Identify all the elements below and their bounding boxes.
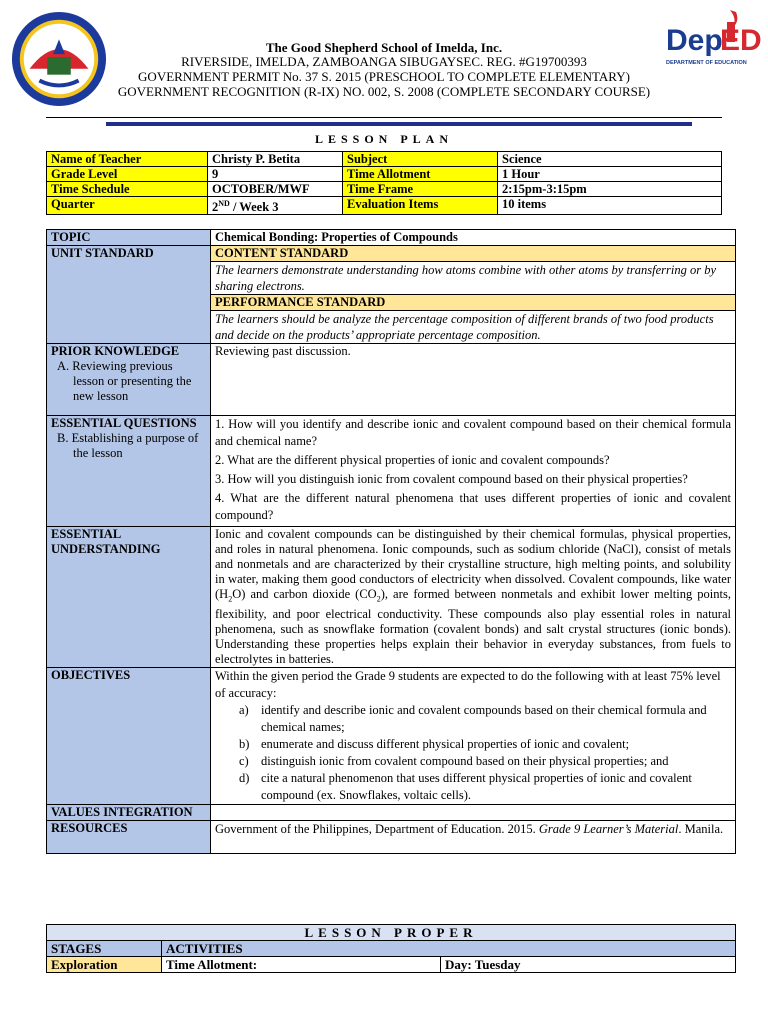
time-allotment-label: Time Allotment:	[162, 957, 441, 973]
question-item: 3. How will you distinguish ionic from covalent compound based on their physical properties?	[215, 472, 688, 486]
values-integration-text	[211, 804, 736, 820]
subject-label: Subject	[343, 152, 498, 167]
objectives-label: OBJECTIVES	[47, 667, 211, 804]
school-address: RIVERSIDE, IMELDA, ZAMBOANGA SIBUGAYSEC. REG. #G19700393	[181, 54, 587, 69]
resources-text: Government of the Philippines, Department of Education. 2015. Grade 9 Learner’s Material. Manila.	[211, 820, 736, 853]
lesson-plan-title: LESSON PLAN	[314, 132, 454, 146]
activities-label: ACTIVITIES	[162, 941, 736, 957]
question-item: 1. How will you identify and describe ionic and covalent compound based on their chemical formula and chemical name?	[215, 417, 731, 448]
exploration-stage: Exploration	[47, 957, 162, 973]
time-frame-label: Time Frame	[343, 182, 498, 197]
lesson-proper-title: LESSON PROPER	[47, 925, 736, 941]
evaluation-value: 10 items	[498, 197, 722, 215]
teacher-label: Name of Teacher	[47, 152, 208, 167]
quarter-label: Quarter	[47, 197, 208, 215]
essential-understanding-text: Ionic and covalent compounds can be distinguished by their chemical formulas, physical properties, and roles in natural phenomena. Ionic compounds, such as sodium chloride (NaCl), consist of metals and nonmetals and are characterized by their crystalline structure, high melting points, and solubility in water, making them good conductors of electricity when dissolved. Covalent compounds, like water $(H_2O)$ and carbon dioxide $(CO_2)$, are formed between nonmetals and exhibit lower melting points, flexibility, and poor electrical conductivity. These compounds also play essential roles in natural phenomena, such as snowflake formation (covalent bonds) and salt crystal structures (ionic bonds). Understanding these properties helps explain their behavior in everyday substances, from fuels to electrolytes in batteries.	[211, 527, 736, 668]
svg-text:ED: ED	[720, 24, 762, 57]
performance-standard-label: PERFORMANCE STANDARD	[211, 295, 736, 311]
question-item: 4. What are the different natural phenomena that uses different properties of ionic and covalent compound?	[215, 491, 731, 522]
grade-value: 9	[208, 167, 343, 182]
topic-label: TOPIC	[47, 230, 211, 246]
svg-text:Dep: Dep	[666, 24, 723, 57]
day-label: Day: Tuesday	[441, 957, 736, 973]
objectives-intro: Within the given period the Grade 9 students are expected to do the following with at least 75% level of accuracy:	[215, 668, 721, 700]
teacher-value: Christy P. Betita	[208, 152, 343, 167]
header-divider	[46, 117, 722, 118]
unit-standard-label: UNIT STANDARD	[47, 246, 211, 344]
resources-label: RESOURCES	[47, 820, 211, 853]
svg-text:DEPARTMENT OF EDUCATION: DEPARTMENT OF EDUCATION	[666, 60, 747, 66]
content-standard-label: CONTENT STANDARD	[211, 246, 736, 262]
time-frame-value: 2:15pm-3:15pm	[498, 182, 722, 197]
schedule-label: Time Schedule	[47, 182, 208, 197]
topic-value: Chemical Bonding: Properties of Compounds	[211, 230, 736, 246]
allotment-label: Time Allotment	[343, 167, 498, 182]
grade-label: Grade Level	[47, 167, 208, 182]
objective-item: b) enumerate and discuss different physical properties of ionic and covalent;	[239, 736, 630, 751]
performance-standard-text: The learners should be analyze the percentage composition of different brands of two food products and decide on the products’ appropriate percentage composition.	[211, 311, 736, 344]
school-name: The Good Shepherd School of Imelda, Inc.	[265, 40, 503, 55]
objectives-list	[215, 702, 731, 804]
prior-knowledge-sub: A. Reviewing previous lesson or presenting the new lesson	[57, 359, 192, 403]
government-permit: GOVERNMENT PERMIT No. 37 S. 2015 (PRESCHOOL TO COMPLETE ELEMENTARY)	[138, 69, 630, 84]
objective-item: c) distinguish ionic from covalent compound based on their physical properties; and	[239, 753, 669, 768]
objective-item: d) cite a natural phenomenon that uses different physical properties of ionic and covalent compound (ex. Snowflakes, voltaic cells).	[239, 770, 692, 802]
essential-questions-list	[211, 416, 736, 527]
allotment-value: 1 Hour	[498, 167, 722, 182]
schedule-value: OCTOBER/MWF	[208, 182, 343, 197]
values-integration-label: VALUES INTEGRATION	[47, 804, 211, 820]
objectives-cell	[211, 667, 736, 804]
subject-value: Science	[498, 152, 722, 167]
lesson-plan-table	[46, 229, 736, 854]
teacher-info-table	[46, 151, 722, 215]
quarter-value: 2ND / Week 3	[208, 197, 343, 215]
essential-questions-sub: B. Establishing a purpose of the lesson	[57, 431, 199, 460]
government-recognition: GOVERNMENT RECOGNITION (R-IX) NO. 002, S. 2008 (COMPLETE SECONDARY COURSE)	[117, 84, 651, 99]
essential-understanding-label: ESSENTIAL UNDERSTANDING	[47, 527, 211, 668]
question-item: 2. What are the different physical properties of ionic and covalent compounds?	[215, 453, 610, 467]
stages-label: STAGES	[47, 941, 162, 957]
objective-item: a) identify and describe ionic and covalent compounds based on their chemical formula and chemical names;	[239, 702, 707, 734]
header-blue-rule	[106, 122, 692, 126]
lesson-proper-table	[46, 924, 736, 973]
essential-questions-label: ESSENTIAL QUESTIONS	[51, 416, 197, 430]
prior-knowledge-cell	[47, 344, 211, 416]
prior-knowledge-label: PRIOR KNOWLEDGE	[51, 344, 180, 358]
prior-knowledge-text: Reviewing past discussion.	[211, 344, 736, 416]
content-standard-text: The learners demonstrate understanding how atoms combine with other atoms by transferring or by sharing electrons.	[211, 262, 736, 295]
essential-questions-cell	[47, 416, 211, 527]
evaluation-label: Evaluation Items	[343, 197, 498, 215]
